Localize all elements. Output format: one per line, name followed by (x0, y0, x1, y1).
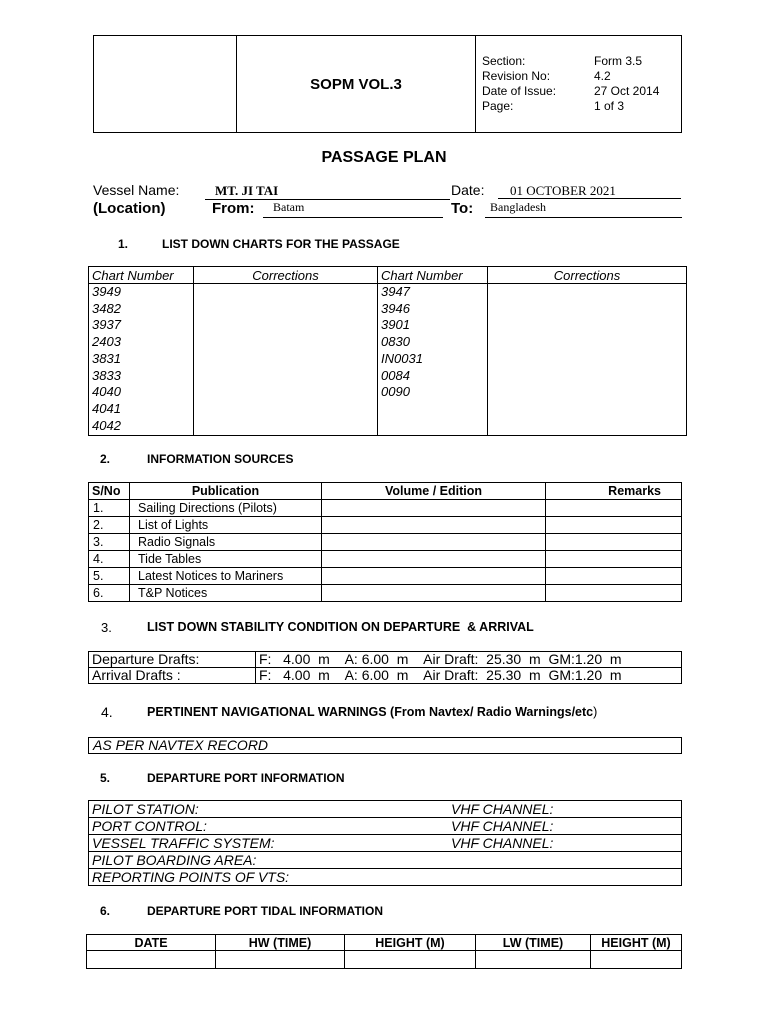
stability-body (89, 652, 682, 684)
chart-list-right (378, 284, 488, 436)
draft-label: Arrival Drafts : (89, 668, 256, 684)
section-5-heading: DEPARTURE PORT INFORMATION (147, 771, 345, 785)
table-row (89, 801, 682, 818)
chart-number: 3937 (92, 317, 121, 333)
date-value: 01 OCTOBER 2021 (498, 183, 681, 199)
table-row (89, 869, 682, 886)
section-2-heading: INFORMATION SOURCES (147, 452, 294, 466)
section-5-number: 5. (100, 771, 111, 785)
header-meta (476, 36, 682, 133)
chart-number: 4040 (92, 384, 121, 400)
table-row (89, 668, 682, 684)
table-row (89, 852, 682, 869)
table-row (89, 534, 682, 551)
to-value: Bangladesh (485, 200, 682, 218)
header-title: SOPM VOL.3 (237, 36, 476, 133)
chart-list (381, 284, 484, 401)
sno-cell: 3. (89, 534, 130, 551)
vessel-name-label: Vessel Name: (93, 182, 180, 198)
corrections-cell (488, 284, 687, 436)
remarks-cell (546, 500, 682, 517)
charts-table (88, 266, 687, 436)
port-info-label: PORT CONTROL: (92, 817, 207, 834)
chart-number: IN0031 (381, 350, 423, 366)
chart-number: 4041 (92, 400, 121, 416)
section-6-number: 6. (100, 904, 111, 918)
vhf-label: VHF CHANNEL: (451, 834, 554, 851)
remarks-cell (546, 517, 682, 534)
section-3-number: 3. (101, 620, 112, 635)
table-row (89, 835, 682, 852)
port-info-cell (89, 869, 682, 886)
sources-body (89, 500, 682, 602)
draft-values: F: 4.00 m A: 6.00 m Air Draft: 25.30 m GM:1.20 m (256, 668, 682, 684)
table-row (89, 818, 682, 835)
sno-cell: 2. (89, 517, 130, 534)
departure-port-table (88, 800, 682, 886)
chart-list-left (89, 284, 194, 436)
draft-values: F: 4.00 m A: 6.00 m Air Draft: 25.30 m GM:1.20 m (256, 652, 682, 668)
logo-cell (94, 36, 237, 133)
warnings-value: AS PER NAVTEX RECORD (88, 737, 682, 754)
tidal-header-cell: HEIGHT (M) (591, 935, 682, 951)
section-1-heading: LIST DOWN CHARTS FOR THE PASSAGE (162, 237, 400, 251)
draft-label: Departure Drafts: (89, 652, 256, 668)
meta-row (482, 99, 675, 114)
tidal-header-cell: DATE (87, 935, 216, 951)
meta-label: Revision No: (482, 69, 551, 83)
meta-row (482, 69, 675, 84)
remarks-header: Remarks (546, 483, 682, 500)
tidal-header-cell: HEIGHT (M) (345, 935, 476, 951)
volume-cell (322, 585, 546, 602)
location-label: (Location) (93, 200, 166, 217)
section-2-number: 2. (100, 452, 111, 466)
publication-header: Publication (130, 483, 322, 500)
volume-cell (322, 551, 546, 568)
remarks-cell (546, 551, 682, 568)
chart-number: 3947 (381, 284, 410, 299)
meta-value: Form 3.5 (594, 54, 643, 68)
section-6-heading: DEPARTURE PORT TIDAL INFORMATION (147, 904, 383, 918)
port-info-label: REPORTING POINTS OF VTS: (92, 868, 290, 885)
volume-cell (322, 500, 546, 517)
chart-list (92, 284, 190, 434)
section-4-number: 4. (101, 704, 113, 720)
port-info-cell (89, 801, 682, 818)
chart-number: 0830 (381, 334, 410, 350)
publication-cell: Sailing Directions (Pilots) (130, 500, 322, 517)
vhf-label: VHF CHANNEL: (451, 800, 554, 817)
sno-cell: 6. (89, 585, 130, 602)
remarks-cell (546, 534, 682, 551)
to-label: To: (451, 200, 474, 217)
sno-cell: 5. (89, 568, 130, 585)
port-info-label: PILOT STATION: (92, 800, 199, 817)
remarks-cell (546, 585, 682, 602)
tidal-cell (87, 951, 216, 969)
sno-cell: 1. (89, 500, 130, 517)
sno-cell: 4. (89, 551, 130, 568)
port-info-cell (89, 852, 682, 869)
section-3-heading: LIST DOWN STABILITY CONDITION ON DEPARTURE & ARRIVAL (147, 620, 534, 634)
meta-row (482, 84, 675, 99)
volume-cell (322, 517, 546, 534)
meta-value: 1 of 3 (594, 99, 625, 113)
section-4-heading-close: ) (593, 705, 598, 719)
section-4-heading: PERTINENT NAVIGATIONAL WARNINGS (From Navtex/ Radio Warnings/etc (147, 705, 594, 719)
publication-cell: Latest Notices to Mariners (130, 568, 322, 585)
chart-number-header: Chart Number (378, 267, 488, 284)
chart-number: 0084 (381, 367, 410, 383)
meta-label: Section: (482, 54, 526, 68)
vessel-name-value: MT. JI TAI (205, 183, 450, 200)
doc-title: PASSAGE PLAN (321, 149, 447, 166)
stability-table (88, 651, 682, 684)
port-body (89, 801, 682, 886)
chart-number: 2403 (92, 334, 121, 350)
corrections-header: Corrections (488, 267, 687, 284)
port-info-cell (89, 818, 682, 835)
chart-number: 3946 (381, 300, 410, 316)
tidal-cell (345, 951, 476, 969)
port-info-label: VESSEL TRAFFIC SYSTEM: (92, 834, 275, 851)
chart-number-header: Chart Number (89, 267, 194, 284)
sno-header: S/No (89, 483, 130, 500)
volume-cell (322, 534, 546, 551)
from-value: Batam (263, 200, 443, 218)
meta-list (482, 54, 675, 114)
section-4-heading-wrap (147, 705, 597, 719)
volume-header: Volume / Edition (322, 483, 546, 500)
chart-number: 3831 (92, 350, 121, 366)
table-row (89, 551, 682, 568)
header-table (93, 35, 682, 133)
vhf-label: VHF CHANNEL: (451, 817, 554, 834)
port-info-cell (89, 835, 682, 852)
sources-table (88, 482, 682, 602)
tidal-cell (591, 951, 682, 969)
tidal-header-row (87, 935, 682, 951)
meta-label: Page: (482, 99, 514, 113)
from-label: From: (212, 200, 255, 217)
publication-cell: Tide Tables (130, 551, 322, 568)
meta-row (482, 54, 675, 69)
publication-cell: Radio Signals (130, 534, 322, 551)
chart-number: 3482 (92, 300, 121, 316)
volume-cell (322, 568, 546, 585)
tidal-cell (476, 951, 591, 969)
tidal-empty-row (87, 951, 682, 969)
chart-number: 3833 (92, 367, 121, 383)
corrections-cell (194, 284, 378, 436)
chart-number: 0090 (381, 384, 410, 400)
tidal-header-cell: HW (TIME) (216, 935, 345, 951)
table-row (89, 568, 682, 585)
meta-value: 27 Oct 2014 (594, 84, 660, 98)
tidal-table (86, 934, 682, 969)
table-row (89, 500, 682, 517)
meta-label: Date of Issue: (482, 84, 557, 98)
tidal-cell (216, 951, 345, 969)
port-info-label: PILOT BOARDING AREA: (92, 851, 257, 868)
chart-number: 3949 (92, 284, 121, 299)
publication-cell: T&P Notices (130, 585, 322, 602)
section-1-number: 1. (118, 237, 129, 251)
chart-number: 4042 (92, 417, 121, 433)
table-row (89, 517, 682, 534)
date-label: Date: (451, 182, 485, 198)
remarks-cell (546, 568, 682, 585)
table-row (89, 652, 682, 668)
publication-cell: List of Lights (130, 517, 322, 534)
chart-number: 3901 (381, 317, 410, 333)
table-row (89, 585, 682, 602)
meta-value: 4.2 (594, 69, 611, 83)
corrections-header: Corrections (194, 267, 378, 284)
tidal-header-cell: LW (TIME) (476, 935, 591, 951)
